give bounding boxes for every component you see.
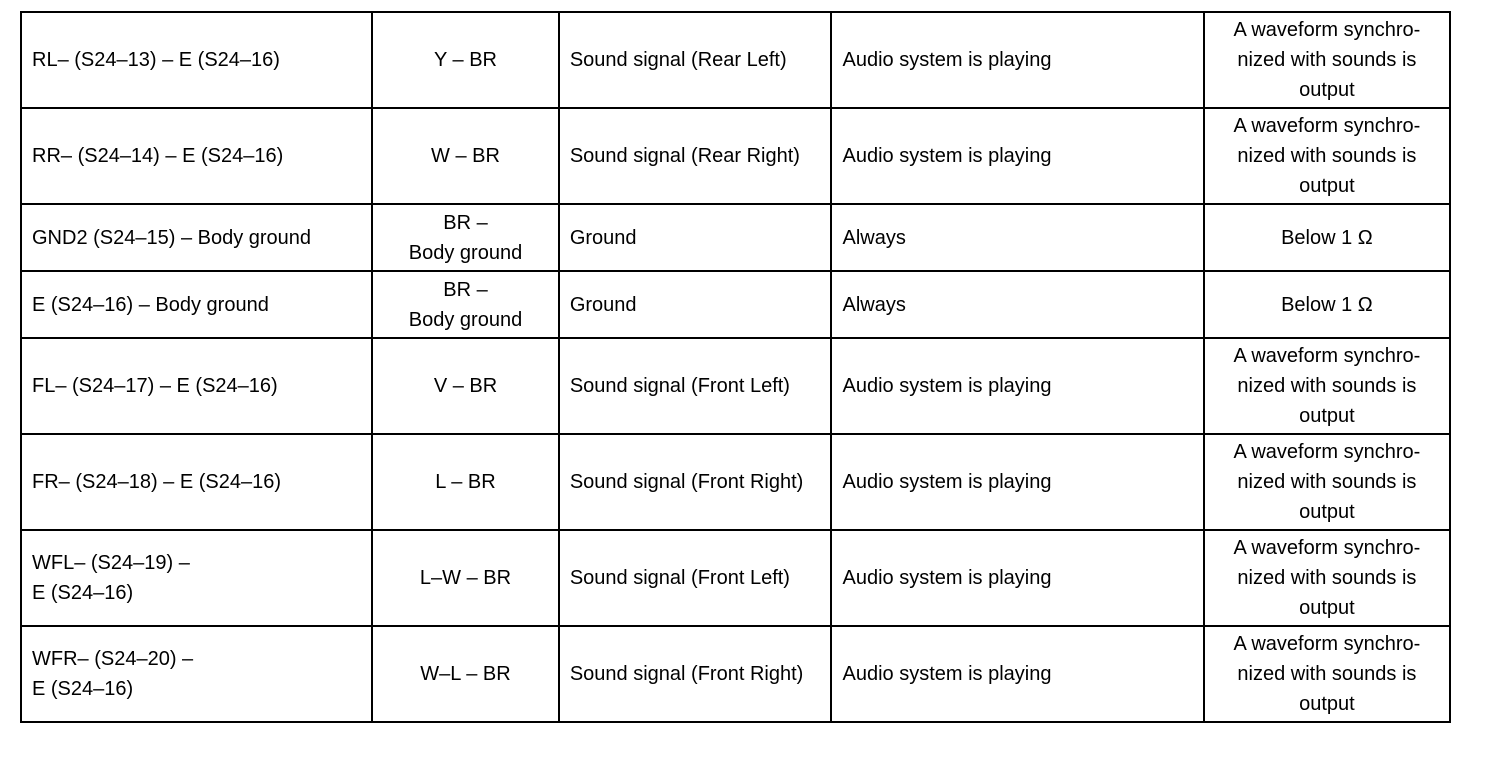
wiring-color-cell (372, 626, 559, 722)
wiring-color-line: W – BR (431, 145, 500, 167)
terminal-spec-table (20, 11, 1451, 723)
description-cell (559, 338, 832, 434)
table-row (21, 626, 1450, 722)
specified-condition-line: output (1299, 79, 1355, 101)
description-cell (559, 12, 832, 108)
condition-cell (831, 271, 1203, 338)
specified-condition-line: nized with sounds is (1237, 145, 1417, 167)
condition-text: Audio system is playing (842, 49, 1052, 71)
terminal-cell (21, 271, 372, 338)
condition-cell (831, 626, 1203, 722)
table-row (21, 530, 1450, 626)
condition-text: Audio system is playing (842, 567, 1052, 589)
condition-cell (831, 108, 1203, 204)
specified-condition-cell (1204, 12, 1450, 108)
wiring-color-line: Body ground (408, 241, 523, 264)
specified-condition-line: nized with sounds is (1237, 471, 1417, 493)
condition-cell (831, 338, 1203, 434)
wiring-color-cell (372, 530, 559, 626)
terminal-line: E (S24–16) – Body ground (32, 293, 269, 316)
specified-condition-line: A waveform synchro- (1233, 441, 1421, 463)
wiring-color-cell (372, 338, 559, 434)
description-cell (559, 530, 832, 626)
description-text: Ground (569, 293, 637, 316)
wiring-color-cell (372, 12, 559, 108)
description-cell (559, 271, 832, 338)
condition-text: Audio system is playing (842, 375, 1052, 397)
terminal-line: FL– (S24–17) – E (S24–16) (32, 375, 278, 397)
terminal-cell (21, 204, 372, 271)
table-row (21, 338, 1450, 434)
terminal-line: WFR– (S24–20) – (32, 648, 194, 670)
specified-condition-cell (1204, 271, 1450, 338)
condition-cell (831, 12, 1203, 108)
wiring-color-line: Body ground (408, 308, 523, 331)
condition-text: Audio system is playing (842, 471, 1052, 493)
wiring-color-line: BR – (443, 211, 488, 234)
specified-condition-line: nized with sounds is (1237, 663, 1417, 685)
terminal-line: WFL– (S24–19) – (32, 552, 190, 574)
terminal-cell (21, 626, 372, 722)
wiring-color-cell (372, 204, 559, 271)
condition-cell (831, 434, 1203, 530)
condition-cell (831, 204, 1203, 271)
description-text: Sound signal (Rear Left) (569, 49, 787, 71)
specified-condition-cell (1204, 434, 1450, 530)
specified-condition-line: nized with sounds is (1237, 375, 1417, 397)
condition-text: Audio system is playing (842, 663, 1052, 685)
wiring-color-line: BR – (443, 278, 488, 301)
specified-condition-line: output (1299, 693, 1355, 715)
specified-condition-line: A waveform synchro- (1233, 345, 1421, 367)
specified-condition-line: A waveform synchro- (1233, 633, 1421, 655)
wiring-color-line: V – BR (433, 375, 498, 397)
terminal-cell (21, 108, 372, 204)
specified-condition-line: Below 1 Ω (1281, 226, 1373, 249)
description-cell (559, 626, 832, 722)
terminal-line: RR– (S24–14) – E (S24–16) (32, 145, 284, 167)
terminal-cell (21, 434, 372, 530)
terminal-line: E (S24–16) (32, 582, 134, 604)
specified-condition-line: Below 1 Ω (1281, 293, 1373, 316)
wiring-color-line: Y – BR (433, 49, 497, 71)
specified-condition-cell (1204, 626, 1450, 722)
specified-condition-line: A waveform synchro- (1233, 537, 1421, 559)
specified-condition-cell (1204, 204, 1450, 271)
table-row (21, 12, 1450, 108)
description-text: Sound signal (Front Left) (569, 375, 790, 397)
specified-condition-line: output (1299, 405, 1355, 427)
specified-condition-line: A waveform synchro- (1233, 19, 1421, 41)
table-row (21, 108, 1450, 204)
description-text: Sound signal (Front Left) (569, 567, 790, 589)
table-row (21, 204, 1450, 271)
description-text: Ground (569, 226, 637, 249)
table-row (21, 271, 1450, 338)
condition-cell (831, 530, 1203, 626)
specified-condition-cell (1204, 338, 1450, 434)
condition-text: Always (842, 226, 906, 249)
wiring-color-line: W–L – BR (420, 663, 511, 685)
terminal-line: FR– (S24–18) – E (S24–16) (32, 471, 282, 493)
description-cell (559, 108, 832, 204)
terminal-line: RL– (S24–13) – E (S24–16) (32, 49, 280, 71)
wiring-color-cell (372, 271, 559, 338)
condition-text: Audio system is playing (842, 145, 1052, 167)
specified-condition-line: A waveform synchro- (1233, 115, 1421, 137)
description-text: Sound signal (Front Right) (569, 471, 804, 493)
description-text: Sound signal (Rear Right) (569, 145, 800, 167)
description-cell (559, 204, 832, 271)
description-cell (559, 434, 832, 530)
terminal-cell (21, 338, 372, 434)
wiring-color-line: L–W – BR (419, 567, 512, 589)
terminal-line: GND2 (S24–15) – Body ground (32, 226, 312, 249)
table-row (21, 434, 1450, 530)
terminal-spec-table-body (21, 12, 1450, 722)
wiring-color-line: L – BR (435, 471, 496, 493)
specified-condition-line: nized with sounds is (1237, 49, 1417, 71)
terminal-line: E (S24–16) (32, 678, 134, 700)
wiring-color-cell (372, 108, 559, 204)
specified-condition-cell (1204, 108, 1450, 204)
description-text: Sound signal (Front Right) (569, 663, 804, 685)
specified-condition-line: output (1299, 501, 1355, 523)
condition-text: Always (842, 293, 906, 316)
terminal-cell (21, 12, 372, 108)
specified-condition-line: output (1299, 597, 1355, 619)
specified-condition-line: nized with sounds is (1237, 567, 1417, 589)
specified-condition-cell (1204, 530, 1450, 626)
wiring-color-cell (372, 434, 559, 530)
specified-condition-line: output (1299, 175, 1355, 197)
terminal-cell (21, 530, 372, 626)
